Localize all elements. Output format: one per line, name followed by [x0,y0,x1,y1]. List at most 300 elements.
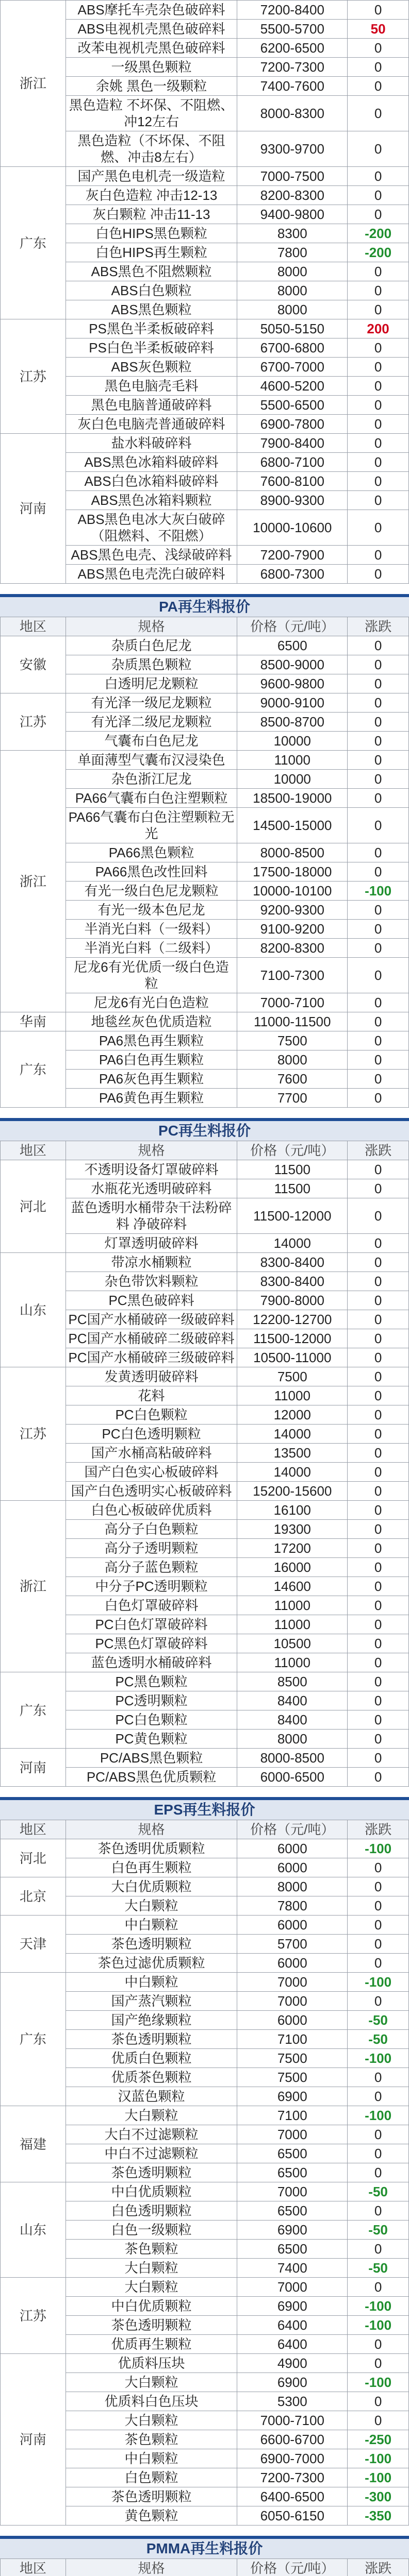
spec-cell: 国产黑色电机壳一级造粒 [66,167,237,186]
price-cell: 8500-8700 [237,713,348,732]
spec-cell: 带凉水桶颗粒 [66,1253,237,1272]
spec-cell: 一级黑色颗粒 [66,58,237,77]
change-cell: 0 [348,862,409,882]
change-cell: 0 [348,1634,409,1653]
price-cell: 6900-7800 [237,415,348,434]
spec-cell: 茶色透明颗粒 [66,1935,237,1954]
change-cell: 0 [348,415,409,434]
change-cell: 0 [348,1198,409,1234]
price-cell: 8000 [237,300,348,319]
change-cell: 0 [348,1348,409,1367]
change-cell: -100 [348,1973,409,1992]
change-cell: -100 [348,2106,409,2125]
change-cell: 0 [348,2163,409,2182]
region-cell: 天津 [1,1916,66,1973]
change-cell: -100 [348,2297,409,2316]
header-region: 地区 [1,1141,66,1160]
price-cell: 18500-19000 [237,789,348,808]
price-cell: 8200-8300 [237,939,348,958]
spec-cell: 茶色透明优质颗粒 [66,1839,237,1858]
spec-cell: ABS黑色颗粒 [66,300,237,319]
change-cell: -100 [348,882,409,901]
spec-cell: PA6白色再生颗粒 [66,1050,237,1070]
price-cell: 8300-8400 [237,1253,348,1272]
price-cell: 7500 [237,2068,348,2087]
spec-cell: 中分子PC透明颗粒 [66,1577,237,1596]
change-cell: 0 [348,770,409,789]
table-row [1,1,409,20]
table-row [1,2182,409,2201]
spec-cell: 不透明设备灯罩破碎料 [66,1160,237,1179]
price-cell: 12200-12700 [237,1310,348,1329]
spec-cell: 花料 [66,1386,237,1405]
spec-cell: 优质料白色压块 [66,2392,237,2411]
header-spec: 规格 [66,617,237,636]
spec-cell: PC国产水桶破碎三级破碎料 [66,1348,237,1367]
spec-cell: ABS白色颗粒 [66,281,237,300]
price-cell: 11500 [237,1179,348,1198]
price-cell: 7600-8100 [237,472,348,491]
spec-cell: ABS电视机壳黑色破碎料 [66,20,237,39]
change-cell: 0 [348,2087,409,2106]
change-cell: 0 [348,808,409,843]
spec-cell: 国产白色透明实心板破碎料 [66,1482,237,1501]
price-cell: 9000-9100 [237,693,348,713]
region-cell: 广东 [1,1973,66,2106]
price-cell: 7500 [237,1367,348,1386]
price-cell: 14600 [237,1577,348,1596]
change-cell: 0 [348,1386,409,1405]
change-cell: 0 [348,1653,409,1672]
spec-cell: 灰白色造粒 冲击12-13 [66,186,237,205]
price-cell: 7000 [237,1992,348,2011]
price-cell: 10000-10600 [237,510,348,546]
price-cell: 6000-6500 [237,1768,348,1787]
spec-cell: ABS黑色冰箱料破碎料 [66,453,237,472]
region-cell: 广东 [1,167,66,319]
change-cell: 0 [348,1954,409,1973]
price-cell: 7600 [237,1070,348,1089]
region-cell: 广东 [1,1672,66,1749]
spec-cell: PC黑色破碎料 [66,1291,237,1310]
spec-cell: 有光一级白色尼龙颗粒 [66,882,237,901]
spec-cell: 白色再生颗粒 [66,1858,237,1877]
price-cell: 5700 [237,1935,348,1954]
change-cell: 0 [348,732,409,751]
change-cell: 0 [348,1463,409,1482]
section-pmma [0,2536,409,2576]
price-cell: 7000 [237,2278,348,2297]
change-cell: 0 [348,1050,409,1070]
price-cell: 7000 [237,2125,348,2144]
spec-cell: 大白优质颗粒 [66,1877,237,1896]
table-row [1,1367,409,1386]
change-cell: 0 [348,1577,409,1596]
header-spec: 规格 [66,2559,237,2576]
spec-cell: 黑色造粒 不坏保、不阻燃、冲12左右 [66,96,237,131]
price-cell: 12000 [237,1405,348,1425]
region-cell: 浙江 [1,1,66,167]
change-cell: 0 [348,1291,409,1310]
change-cell: 0 [348,1935,409,1954]
change-cell: 0 [348,2392,409,2411]
header-price: 价格（元/吨） [237,617,348,636]
price-cell: 8400 [237,1691,348,1710]
table-row [1,1253,409,1272]
change-cell: 0 [348,39,409,58]
region-cell: 山东 [1,1253,66,1367]
region-cell: 华南 [1,1012,66,1031]
table-header-row [1,1820,409,1839]
spec-cell: 发黄透明破碎料 [66,1367,237,1386]
spec-cell: ABS黑色电壳洗白破碎料 [66,565,237,584]
spec-cell: 茶色过滤优质颗粒 [66,1954,237,1973]
change-cell: 0 [348,1234,409,1253]
spec-cell: ABS黑色电冰大灰白破碎（阻燃料、不阻燃） [66,510,237,546]
price-cell: 11500-12000 [237,1329,348,1348]
price-cell: 11000 [237,751,348,770]
change-cell: -350 [348,2506,409,2526]
spec-cell: 杂色带饮料颗粒 [66,1272,237,1291]
change-cell: -250 [348,2430,409,2449]
spec-cell: PA66黑色改性回料 [66,862,237,882]
change-cell: 0 [348,693,409,713]
table-row [1,636,409,655]
region-cell: 北京 [1,1877,66,1916]
change-cell: 0 [348,920,409,939]
spec-cell: PC黑色灯罩破碎料 [66,1634,237,1653]
spec-cell: 单面薄型气囊布汉浸染色 [66,751,237,770]
header-change: 涨跌 [348,2559,409,2576]
price-cell: 17500-18000 [237,862,348,882]
price-cell: 7100 [237,2106,348,2125]
header-region: 地区 [1,2559,66,2576]
price-cell: 8200-8300 [237,186,348,205]
price-cell: 6700-6800 [237,338,348,358]
spec-cell: 大白颗粒 [66,2278,237,2297]
change-cell: 0 [348,186,409,205]
table-row [1,319,409,338]
change-cell: 0 [348,1367,409,1386]
table-row [1,167,409,186]
price-cell: 14000 [237,1425,348,1444]
spec-cell: 中白颗粒 [66,1973,237,1992]
price-cell: 6000 [237,1839,348,1858]
change-cell: 0 [348,1310,409,1329]
spec-cell: 黑色电脑壳毛料 [66,377,237,396]
change-cell: -100 [348,2449,409,2468]
price-cell: 17200 [237,1539,348,1558]
price-cell: 6400 [237,2316,348,2335]
price-cell: 6600-6700 [237,2430,348,2449]
change-cell: 0 [348,1768,409,1787]
price-cell: 8000 [237,281,348,300]
spec-cell: 大白颗粒 [66,2259,237,2278]
table-row [1,2106,409,2125]
price-cell: 7400-7600 [237,77,348,96]
price-cell: 7200-7300 [237,58,348,77]
table-row [1,2278,409,2297]
price-cell: 9100-9200 [237,920,348,939]
price-cell: 8000 [237,1050,348,1070]
table-row [1,1672,409,1691]
change-cell: 0 [348,491,409,510]
price-table [0,617,409,1108]
price-cell: 7900-8400 [237,434,348,453]
change-cell: 0 [348,958,409,993]
spec-cell: 优质茶色颗粒 [66,2068,237,2087]
change-cell: 0 [348,1672,409,1691]
region-cell: 河北 [1,1839,66,1877]
table-row [1,1877,409,1896]
spec-cell: ABS灰色颗粒 [66,358,237,377]
change-cell: 0 [348,1749,409,1768]
change-cell: -100 [348,1839,409,1858]
spec-cell: 白色颗粒 [66,2468,237,2487]
price-cell: 8900-9300 [237,491,348,510]
change-cell: 0 [348,1691,409,1710]
change-cell: -50 [348,2182,409,2201]
spec-cell: 国产绝缘颗粒 [66,2011,237,2030]
price-cell: 5300 [237,2392,348,2411]
region-cell: 河南 [1,2354,66,2526]
change-cell: 0 [348,434,409,453]
price-cell: 7700 [237,1089,348,1108]
change-cell: 0 [348,674,409,693]
price-cell: 11000 [237,1615,348,1634]
change-cell: 0 [348,396,409,415]
price-cell: 9200-9300 [237,901,348,920]
price-cell: 11000-11500 [237,1012,348,1031]
price-cell: 8000 [237,1730,348,1749]
change-cell: 0 [348,2240,409,2259]
price-cell: 6000 [237,1916,348,1935]
change-cell: 0 [348,338,409,358]
spec-cell: 白色心板破碎优质料 [66,1501,237,1520]
change-cell: 0 [348,358,409,377]
spec-cell: 中白优质颗粒 [66,2182,237,2201]
change-cell: -300 [348,2487,409,2506]
spec-cell: 有光一级本色尼龙 [66,901,237,920]
spec-cell: 杂色浙江尼龙 [66,770,237,789]
price-cell: 8000-8500 [237,1749,348,1768]
price-cell: 19300 [237,1520,348,1539]
change-cell: 0 [348,1730,409,1749]
spec-cell: 优质再生颗粒 [66,2335,237,2354]
change-cell: 0 [348,1,409,20]
change-cell: 0 [348,1539,409,1558]
spec-cell: 大白颗粒 [66,2411,237,2430]
spec-cell: PA66气囊布白色注塑颗粒 [66,789,237,808]
spec-cell: PS白色半柔板破碎料 [66,338,237,358]
change-cell: 0 [348,453,409,472]
change-cell: 0 [348,472,409,491]
change-cell: 0 [348,1896,409,1916]
table-row [1,1916,409,1935]
price-cell: 6200-6500 [237,39,348,58]
spec-cell: 中白颗粒 [66,2449,237,2468]
spec-cell: 余姚 黑色一级颗粒 [66,77,237,96]
change-cell: 0 [348,1031,409,1050]
spec-cell: 大白颗粒 [66,2373,237,2392]
change-cell: 0 [348,1992,409,2011]
price-cell: 14000 [237,1463,348,1482]
price-cell: 10000 [237,732,348,751]
price-cell: 9600-9800 [237,674,348,693]
spec-cell: 白色HIPS黑色颗粒 [66,224,237,243]
spec-cell: PC/ABS黑色颗粒 [66,1749,237,1768]
spec-cell: 白透明尼龙颗粒 [66,674,237,693]
spec-cell: 优质料压块 [66,2354,237,2373]
spec-cell: 尼龙6有光优质一级白色造粒 [66,958,237,993]
region-cell: 安徽 [1,636,66,693]
header-price: 价格（元/吨） [237,1141,348,1160]
price-cell: 11500-12000 [237,1198,348,1234]
spec-cell: PC/ABS黑色优质颗粒 [66,1768,237,1787]
price-cell: 11000 [237,1596,348,1615]
price-cell: 6700-7000 [237,358,348,377]
table-row [1,1973,409,1992]
price-cell: 8000-8300 [237,96,348,131]
table-header-row [1,2559,409,2576]
price-cell: 6500 [237,2240,348,2259]
price-cell: 8000-8500 [237,843,348,862]
price-cell: 7200-8400 [237,1,348,20]
header-spec: 规格 [66,1141,237,1160]
spec-cell: 有光泽一级尼龙颗粒 [66,693,237,713]
spec-cell: PC透明颗粒 [66,1691,237,1710]
change-cell: 0 [348,2278,409,2297]
spec-cell: 高分子白色颗粒 [66,1520,237,1539]
spec-cell: 茶色颗粒 [66,2430,237,2449]
region-cell: 山东 [1,2182,66,2278]
change-cell: -100 [348,2049,409,2068]
price-cell: 6900 [237,2087,348,2106]
spec-cell: ABS摩托车壳杂色破碎料 [66,1,237,20]
price-cell: 11000 [237,1653,348,1672]
spec-cell: PC国产水桶破碎一级破碎料 [66,1310,237,1329]
change-cell: 0 [348,510,409,546]
spec-cell: 杂质白色尼龙 [66,636,237,655]
price-cell: 6800-7100 [237,453,348,472]
section-title: EPS再生料报价 [0,1797,409,1820]
spec-cell: 灰白色电脑壳普通破碎料 [66,415,237,434]
change-cell: 0 [348,901,409,920]
price-cell: 5500-5700 [237,20,348,39]
price-cell: 5500-6500 [237,396,348,415]
change-cell: -50 [348,2030,409,2049]
price-cell: 15200-15600 [237,1482,348,1501]
spec-cell: 茶色透明颗粒 [66,2316,237,2335]
price-cell: 8300 [237,224,348,243]
header-change: 涨跌 [348,617,409,636]
region-cell: 江苏 [1,2278,66,2354]
change-cell: 0 [348,2335,409,2354]
spec-cell: 蓝色透明水桶破碎料 [66,1653,237,1672]
spec-cell: 白色一级颗粒 [66,2221,237,2240]
spec-cell: 中白不过滤颗粒 [66,2144,237,2163]
price-cell: 10500-11000 [237,1348,348,1367]
change-cell: 0 [348,1272,409,1291]
spec-cell: 汉蓝色颗粒 [66,2087,237,2106]
spec-cell: 高分子透明颗粒 [66,1539,237,1558]
price-cell: 8300-8400 [237,1272,348,1291]
change-cell: 0 [348,1858,409,1877]
header-region: 地区 [1,1820,66,1839]
region-cell: 浙江 [1,751,66,1012]
price-cell: 8500-9000 [237,655,348,674]
spec-cell: 半消光白料（一级料） [66,920,237,939]
price-cell: 10500 [237,1634,348,1653]
price-cell: 6500 [237,2163,348,2182]
table-row [1,751,409,770]
price-cell: 4600-5200 [237,377,348,396]
spec-cell: 茶色透明颗粒 [66,2163,237,2182]
change-cell: 0 [348,58,409,77]
spec-cell: PC国产水桶破碎二级破碎料 [66,1329,237,1348]
price-table [0,1141,409,1787]
spec-cell: 盐水料破碎料 [66,434,237,453]
change-cell: 0 [348,1070,409,1089]
spec-cell: PC白色颗粒 [66,1405,237,1425]
change-cell: -50 [348,2011,409,2030]
spec-cell: PC黄色颗粒 [66,1730,237,1749]
price-cell: 9300-9700 [237,131,348,167]
spec-cell: 半消光白料（二级料） [66,939,237,958]
price-cell: 7000-7500 [237,167,348,186]
price-cell: 10000-10100 [237,882,348,901]
header-region: 地区 [1,617,66,636]
header-change: 涨跌 [348,1820,409,1839]
change-cell: 0 [348,1089,409,1108]
price-cell: 7000-7100 [237,993,348,1012]
spec-cell: 国产蒸汽颗粒 [66,1992,237,2011]
spec-cell: 黄色颗粒 [66,2506,237,2526]
price-cell: 7800 [237,243,348,262]
price-table [0,1820,409,2526]
price-cell: 8500 [237,1672,348,1691]
price-cell: 7000-7100 [237,2411,348,2430]
change-cell: 0 [348,281,409,300]
spec-cell: PC白色灯罩破碎料 [66,1615,237,1634]
price-cell: 6900 [237,2373,348,2392]
spec-cell: ABS黑色冰箱料颗粒 [66,491,237,510]
change-cell: 0 [348,1596,409,1615]
price-cell: 4900 [237,2354,348,2373]
section-pc [0,1118,409,1787]
change-cell: 0 [348,751,409,770]
spec-cell: PS黑色半柔板破碎料 [66,319,237,338]
table-row [1,693,409,713]
change-cell: 0 [348,1558,409,1577]
header-price: 价格（元/吨） [237,1820,348,1839]
price-cell: 6400-6500 [237,2487,348,2506]
spec-cell: 国产白色实心板破碎料 [66,1463,237,1482]
change-cell: 0 [348,2144,409,2163]
spec-cell: 灰白颗粒 冲击11-13 [66,205,237,224]
price-cell: 9400-9800 [237,205,348,224]
change-cell: 0 [348,2068,409,2087]
change-cell: -200 [348,224,409,243]
change-cell: 0 [348,1710,409,1730]
price-cell: 14000 [237,1234,348,1253]
change-cell: 0 [348,377,409,396]
price-cell: 6400 [237,2335,348,2354]
change-cell: 0 [348,2201,409,2221]
change-cell: -50 [348,2221,409,2240]
change-cell: 50 [348,20,409,39]
spec-cell: 大白颗粒 [66,2106,237,2125]
